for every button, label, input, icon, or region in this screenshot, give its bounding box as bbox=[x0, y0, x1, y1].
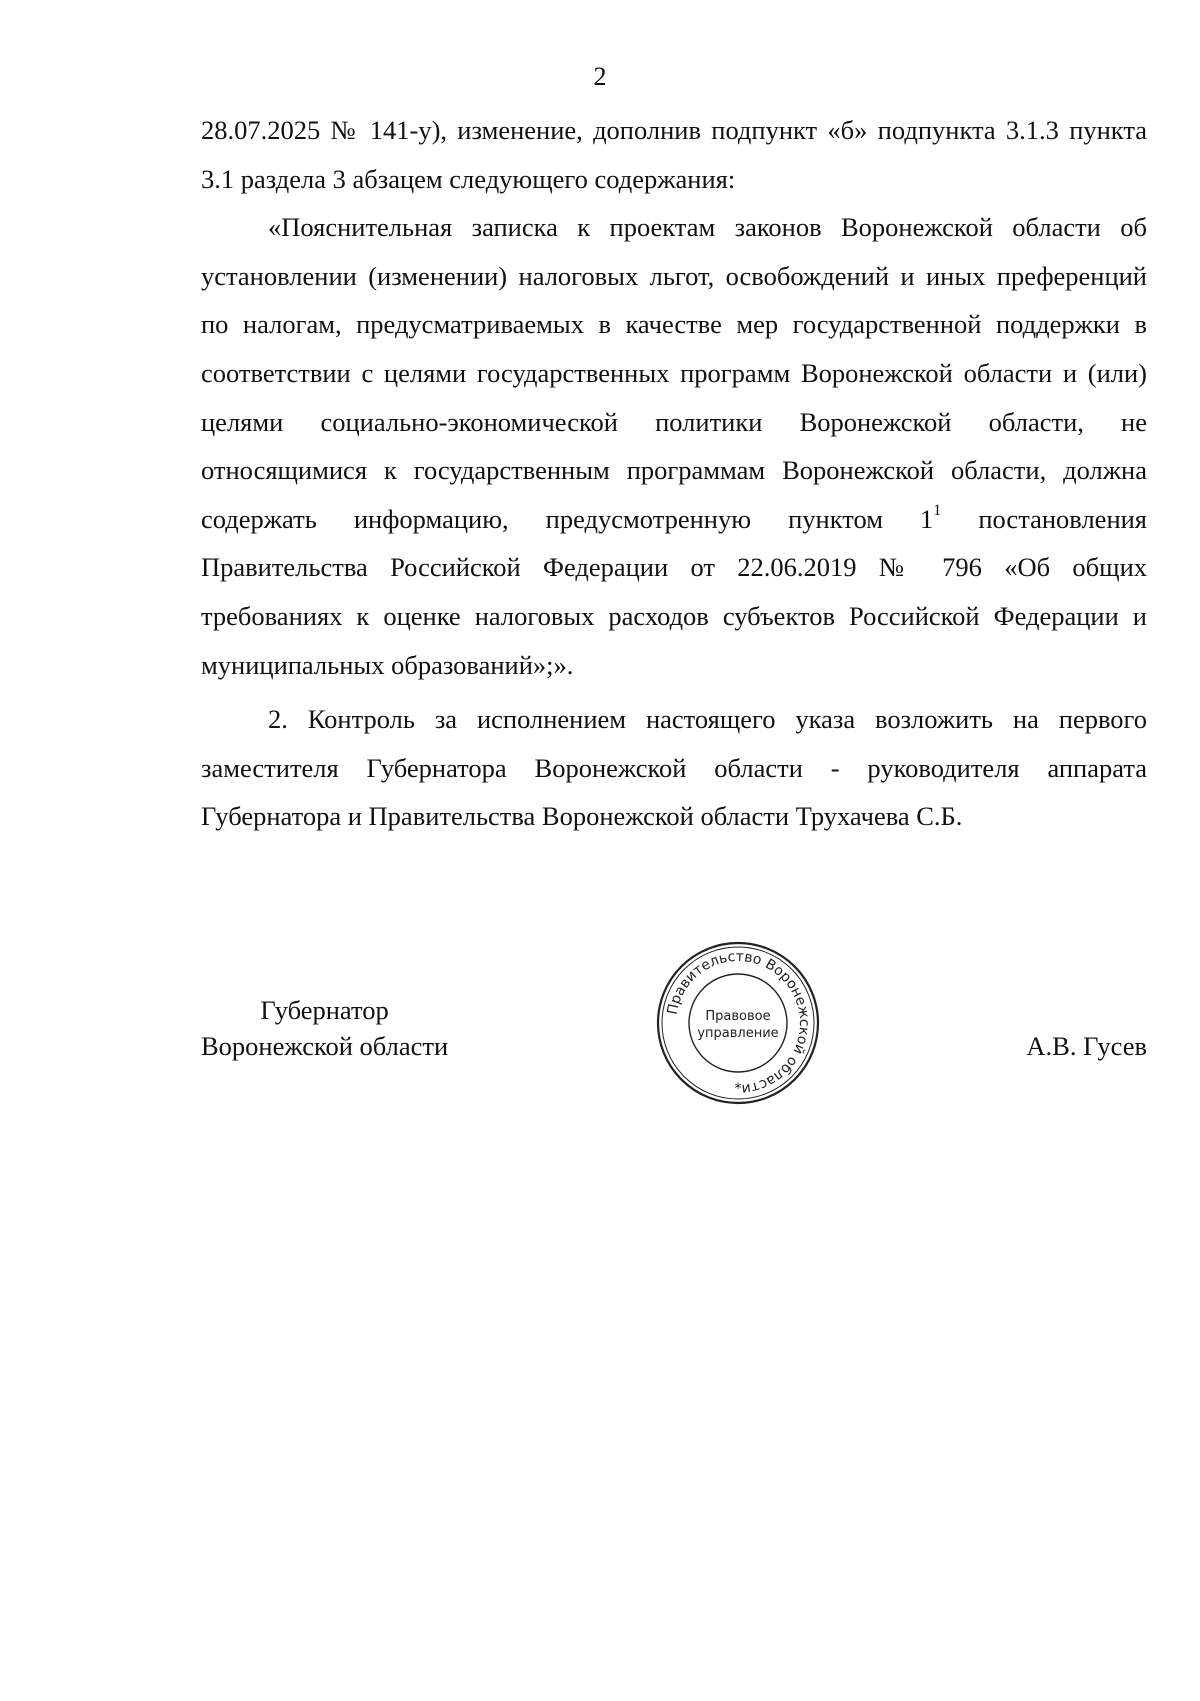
stamp-center-line1: Правовое bbox=[705, 1009, 771, 1024]
page-number: 2 bbox=[593, 62, 607, 91]
stamp-star: * bbox=[734, 1081, 742, 1097]
quote-text-part2: постановления Правительства Российской Федерации от 22.06.2019 № 796 «Об общих требованиях к оценке налоговых расходов субъектов Российской Федерации и муниципальных образований»;». bbox=[201, 503, 1147, 680]
document-body bbox=[201, 106, 1147, 841]
signatory-name: А.В. Гусев bbox=[1026, 1031, 1147, 1061]
stamp-center-line2: управление bbox=[697, 1026, 779, 1041]
quote-text-part1: «Пояснительная записка к проектам законов Воронежской области об установлении (изменении) налоговых льгот, освобождений и иных преференций по налогам, предусматриваемых в качестве мер государственной поддержки в соответствии с целями государственных программ Воронежской области и (или) целями социально-экономической политики Воронежской области, не относящимися к государственным программам Воронежской области, должна содержать информацию, предусмотренную пунктом 1 bbox=[201, 212, 1147, 534]
footnote-superscript: 1 bbox=[933, 501, 942, 519]
official-stamp bbox=[655, 940, 821, 1106]
signatory-position bbox=[201, 992, 448, 1064]
position-title: Губернатор bbox=[260, 995, 389, 1025]
paragraph-control: 2. Контроль за исполнением настоящего указа возложить на первого заместителя Губернатора Воронежской области - руководителя аппарата Губернатора и Правительства Воронежской области Трухачева С.Б. bbox=[201, 704, 1147, 832]
stamp-ring-text: Правительство Воронежской области bbox=[664, 948, 813, 1097]
stamp-seal bbox=[655, 940, 821, 1106]
paragraph-continuation: 28.07.2025 № 141-у), изменение, дополнив подпункт «б» подпункта 3.1.3 пункта 3.1 раздела 3 абзацем следующего содержания: bbox=[201, 115, 1147, 194]
paragraph-quote bbox=[201, 203, 1147, 689]
position-region: Воронежской области bbox=[201, 1031, 449, 1061]
